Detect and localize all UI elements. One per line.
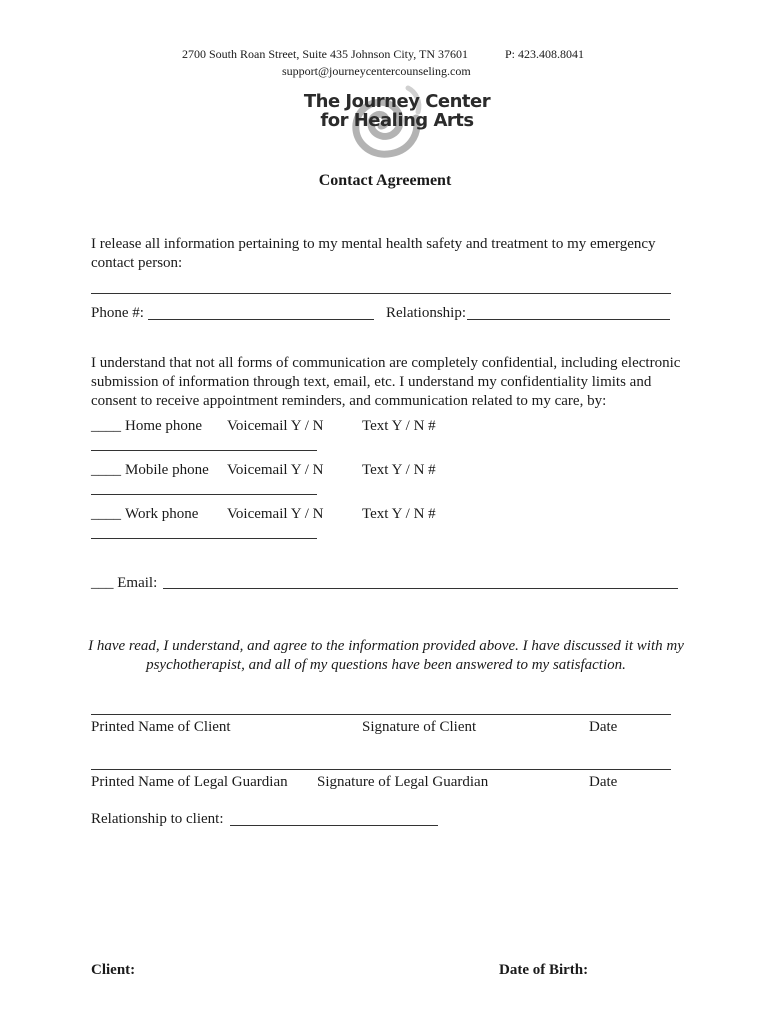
signature-client-label: Signature of Client xyxy=(362,719,477,735)
text-option[interactable]: Text Y / N # xyxy=(362,506,436,522)
contact-number-line[interactable] xyxy=(91,494,317,495)
client-label: Client: xyxy=(91,962,136,978)
client-signature-line[interactable] xyxy=(91,714,671,715)
relationship-field[interactable] xyxy=(467,319,670,320)
voicemail-option[interactable]: Voicemail Y / N xyxy=(227,462,324,478)
phone-text: P: 423.408.8041 xyxy=(505,47,585,61)
release-text: I release all information pertaining to my mental health safety and treatment to my emergency contact person: xyxy=(91,236,656,271)
relationship-to-client-label: Relationship to client: xyxy=(91,811,224,827)
voicemail-option[interactable]: Voicemail Y / N xyxy=(227,418,324,434)
logo-line-2: for Healing Arts xyxy=(320,110,474,131)
email-field[interactable] xyxy=(163,588,678,589)
printed-name-client-label: Printed Name of Client xyxy=(91,719,231,735)
guardian-signature-line[interactable] xyxy=(91,769,671,770)
text-option[interactable]: Text Y / N # xyxy=(362,462,436,478)
email-text: support@journeycentercounseling.com xyxy=(282,64,471,78)
email-label: ___ Email: xyxy=(91,575,158,591)
phone-field[interactable] xyxy=(148,319,374,320)
voicemail-option[interactable]: Voicemail Y / N xyxy=(227,506,324,522)
contact-person-line[interactable] xyxy=(91,293,671,294)
relationship-to-client-field[interactable] xyxy=(230,825,438,826)
signature-guardian-label: Signature of Legal Guardian xyxy=(317,774,489,790)
logo-line-1: The Journey Center xyxy=(303,91,491,112)
contact-method-label: Home phone xyxy=(125,418,203,434)
contact-method-label: Work phone xyxy=(125,506,199,522)
logo xyxy=(303,82,491,164)
guardian-date-label: Date xyxy=(589,774,618,790)
client-date-label: Date xyxy=(589,719,618,735)
date-of-birth-label: Date of Birth: xyxy=(499,962,589,978)
contact-method-label: Mobile phone xyxy=(125,462,209,478)
text-option[interactable]: Text Y / N # xyxy=(362,418,436,434)
address-text: 2700 South Roan Street, Suite 435 Johnson City, TN 37601 xyxy=(182,47,469,61)
contact-number-line[interactable] xyxy=(91,538,317,539)
phone-label: Phone #: xyxy=(91,305,144,321)
contact-method-prefix[interactable]: ____ xyxy=(91,418,121,434)
contact-number-line[interactable] xyxy=(91,450,317,451)
contact-method-prefix[interactable]: ____ xyxy=(91,462,121,478)
printed-name-guardian-label: Printed Name of Legal Guardian xyxy=(91,774,288,790)
contact-method-prefix[interactable]: ____ xyxy=(91,506,121,522)
page-title: Contact Agreement xyxy=(318,172,452,189)
relationship-label: Relationship: xyxy=(386,305,466,321)
acknowledgement-text: I have read, I understand, and agree to the information provided above. I have discussed it with my psychotherapist, and all of my questions have been answered to my satisfaction. xyxy=(88,638,684,673)
communication-text: I understand that not all forms of communication are completely confidential, including electronic submission of information through text, email, etc. I understand my confidentiality limits and consent to receive appointment reminders, and communication related to my care, by: xyxy=(91,355,681,409)
